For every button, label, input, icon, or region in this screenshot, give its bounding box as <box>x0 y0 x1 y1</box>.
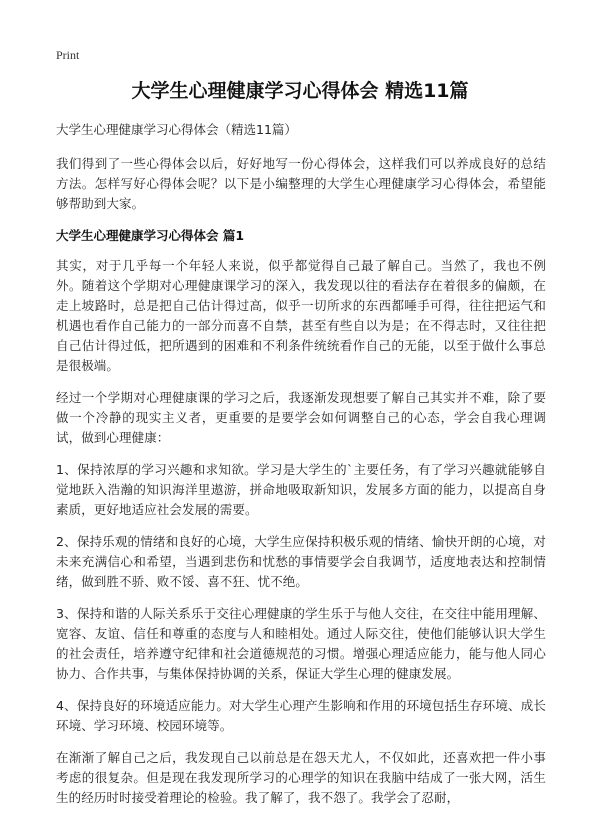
body-paragraph: 经过一个学期对心理健康课的学习之后，我逐渐发现想要了解自己其实并不难，除了要做一个冷静的现实主义者，更重要的是要学会如何调整自己的心态，学会自我心理调试，做到心理健康： <box>56 390 546 445</box>
body-paragraph: 2、保持乐观的情绪和良好的心境，大学生应保持积极乐观的情绪、愉快开朗的心境，对未来充满信心和希望，当遇到悲伤和忧愁的事情要学会自我调节，适度地表达和控制情绪，做到胜不骄、败不馁、喜不狂、忧不绝。 <box>56 534 546 589</box>
body-paragraph: 其实，对于几乎每一个年轻人来说，似乎都觉得自己最了解自己。当然了，我也不例外。随着这个学期对心理健康课学习的深入，我发现以往的看法存在着很多的偏颇，在走上坡路时，总是把自己估计得过高，似乎一切所求的东西都唾手可得，往往把运气和机遇也看作自己能力的一部分而喜不自禁，甚至有些自以为是；在不得志时，又往往把自己估计得过低，把所遇到的困难和不利条件统统看作自己的无能，以至于做什么事总是很极端。 <box>56 258 546 373</box>
section-heading: 大学生心理健康学习心得体会 篇1 <box>56 228 245 243</box>
body-paragraph: 在渐渐了解自己之后，我发现自己以前总是在怨天尤人，不仅如此，还喜欢把一件小事考虑的很复杂。但是现在我发现所学习的心理学的知识在我脑中结成了一张大网，活生生的经历时时接受着理论的检验。我了解了，我不怨了。我学会了忍耐， <box>56 750 546 805</box>
page-title: 大学生心理健康学习心得体会 精选11篇 <box>131 80 469 102</box>
body-paragraph: 4、保持良好的环境适应能力。对大学生心理产生影响和作用的环境包括生存环境、成长环境、学习环境、校园环境等。 <box>56 698 546 733</box>
intro-paragraph: 我们得到了一些心得体会以后，好好地写一份心得体会，这样我们可以养成良好的总结方法。怎样写好心得体会呢？以下是小编整理的大学生心理健康学习心得体会，希望能够帮助到大家。 <box>56 156 546 211</box>
article-body <box>56 120 546 820</box>
body-paragraph: 3、保持和谐的人际关系乐于交往心理健康的学生乐于与他人交往，在交往中能用理解、宽容、友谊、信任和尊重的态度与人和睦相处。通过人际交往，使他们能够认识大学生的社会责任，培养遵守纪律和社会道德规范的习惯。增强心理适应能力，能与他人同心协力、合作共事，与集体保持协调的关系，保证大学生心理的健康发展。 <box>56 606 546 681</box>
print-link[interactable]: Print <box>56 48 80 62</box>
body-paragraph: 1、保持浓厚的学习兴趣和求知欲。学习是大学生的`主要任务，有了学习兴趣就能够自觉地跃入浩瀚的知识海洋里遨游，拼命地吸取新知识，发展多方面的能力，以提高自身素质，更好地适应社会发展的需要。 <box>56 462 546 517</box>
article-subtitle: 大学生心理健康学习心得体会（精选11篇） <box>56 122 297 137</box>
